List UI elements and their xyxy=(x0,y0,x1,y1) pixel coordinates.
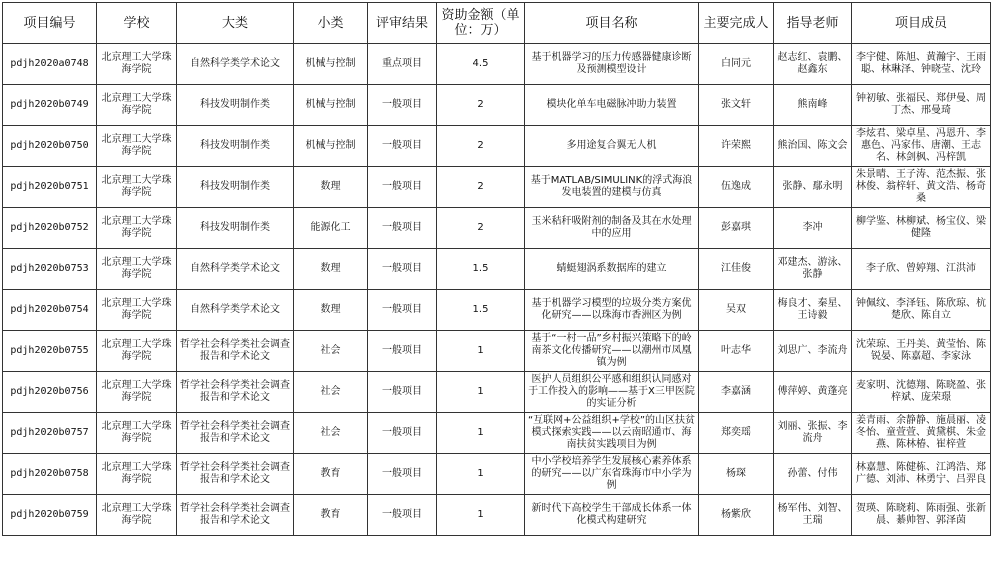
table-row xyxy=(3,167,991,208)
category: 哲学社会科学类社会调查报告和学术论文 xyxy=(177,495,294,536)
project-members: 柳学鉴、林柳斌、杨宝仪、梁健隆 xyxy=(852,208,991,249)
school: 北京理工大学珠海学院 xyxy=(97,454,177,495)
review-result: 一般项目 xyxy=(368,454,437,495)
review-result: 一般项目 xyxy=(368,413,437,454)
table-row xyxy=(3,372,991,413)
funding-amount: 1 xyxy=(437,454,525,495)
project-name: 基于机器学习的压力传感器健康诊断及预测模型设计 xyxy=(525,44,699,85)
category: 科技发明制作类 xyxy=(177,208,294,249)
header-project-name: 项目名称 xyxy=(525,3,699,44)
main-leader: 吴双 xyxy=(699,290,774,331)
main-leader: 伍逸成 xyxy=(699,167,774,208)
school: 北京理工大学珠海学院 xyxy=(97,126,177,167)
project-members: 钟佩纹、李泽钰、陈欣琼、杭楚欣、陈自立 xyxy=(852,290,991,331)
category: 科技发明制作类 xyxy=(177,167,294,208)
funding-amount: 1.5 xyxy=(437,290,525,331)
project-list xyxy=(2,2,991,536)
header-school: 学校 xyxy=(97,3,177,44)
main-leader: 郑奕瑶 xyxy=(699,413,774,454)
review-result: 一般项目 xyxy=(368,208,437,249)
advisor: 梅良才、秦星、王诗毅 xyxy=(774,290,852,331)
review-result: 一般项目 xyxy=(368,126,437,167)
funding-amount: 1 xyxy=(437,495,525,536)
funding-amount: 1 xyxy=(437,413,525,454)
advisor: 熊治国、陈文会 xyxy=(774,126,852,167)
advisor: 孙蕾、付伟 xyxy=(774,454,852,495)
school: 北京理工大学珠海学院 xyxy=(97,208,177,249)
subcategory: 机械与控制 xyxy=(294,85,368,126)
category: 哲学社会科学类社会调查报告和学术论文 xyxy=(177,454,294,495)
subcategory: 教育 xyxy=(294,454,368,495)
funding-amount: 2 xyxy=(437,126,525,167)
main-leader: 彭嘉琪 xyxy=(699,208,774,249)
advisor: 邓建杰、游泳、张静 xyxy=(774,249,852,290)
project-name: “互联网+公益组织+学校”的山区扶贫模式探索实践——以云南昭通市、海南扶贫实践项目为例 xyxy=(525,413,699,454)
funding-amount: 1 xyxy=(437,331,525,372)
review-result: 一般项目 xyxy=(368,495,437,536)
subcategory: 教育 xyxy=(294,495,368,536)
review-result: 一般项目 xyxy=(368,331,437,372)
main-leader: 李嘉涵 xyxy=(699,372,774,413)
subcategory: 社会 xyxy=(294,372,368,413)
project-name: 基于机器学习模型的垃圾分类方案优化研究——以珠海市香洲区为例 xyxy=(525,290,699,331)
advisor: 傅萍婷、黄蓬亮 xyxy=(774,372,852,413)
project-members: 李子欣、曾婷翔、江洪沛 xyxy=(852,249,991,290)
main-leader: 叶志华 xyxy=(699,331,774,372)
advisor: 刘思广、李流舟 xyxy=(774,331,852,372)
advisor: 张静、鄢永明 xyxy=(774,167,852,208)
review-result: 一般项目 xyxy=(368,167,437,208)
funding-amount: 2 xyxy=(437,167,525,208)
project-members: 姜青雨、余静静、施晨丽、凌冬怡、童萱萱、黄黛棋、朱金燕、陈林椿、崔梓萱 xyxy=(852,413,991,454)
review-result: 重点项目 xyxy=(368,44,437,85)
review-result: 一般项目 xyxy=(368,85,437,126)
table-row xyxy=(3,495,991,536)
project-members: 朱景晴、王子涛、范杰振、张林俊、翁梓轩、黄文浩、杨奇桑 xyxy=(852,167,991,208)
school: 北京理工大学珠海学院 xyxy=(97,249,177,290)
table-row xyxy=(3,249,991,290)
category: 自然科学类学术论文 xyxy=(177,290,294,331)
category: 哲学社会科学类社会调查报告和学术论文 xyxy=(177,413,294,454)
header-result: 评审结果 xyxy=(368,3,437,44)
header-code: 项目编号 xyxy=(3,3,97,44)
project-name: 基于MATLAB/SIMULINK的浮式海浪发电装置的建模与仿真 xyxy=(525,167,699,208)
project-name: 医护人员组织公平感和组织认同感对于工作投入的影响——基于X三甲医院的实证分析 xyxy=(525,372,699,413)
advisor: 熊南峰 xyxy=(774,85,852,126)
school: 北京理工大学珠海学院 xyxy=(97,413,177,454)
school: 北京理工大学珠海学院 xyxy=(97,331,177,372)
category: 科技发明制作类 xyxy=(177,85,294,126)
table-row xyxy=(3,331,991,372)
project-members: 李炫君、梁卓星、冯恩升、李惠色、冯家伟、唐潮、王志名、林剑枫、冯梓凯 xyxy=(852,126,991,167)
subcategory: 数理 xyxy=(294,249,368,290)
header-amount: 资助金额（单位：万） xyxy=(437,3,525,44)
review-result: 一般项目 xyxy=(368,290,437,331)
table-row xyxy=(3,413,991,454)
main-leader: 许荣熙 xyxy=(699,126,774,167)
header-subcategory: 小类 xyxy=(294,3,368,44)
table-row xyxy=(3,290,991,331)
table-row xyxy=(3,454,991,495)
header-row xyxy=(3,3,991,44)
school: 北京理工大学珠海学院 xyxy=(97,495,177,536)
funding-amount: 1.5 xyxy=(437,249,525,290)
school: 北京理工大学珠海学院 xyxy=(97,372,177,413)
project-code: pdjh2020b0750 xyxy=(3,126,97,167)
main-leader: 张文轩 xyxy=(699,85,774,126)
funding-amount: 2 xyxy=(437,208,525,249)
school: 北京理工大学珠海学院 xyxy=(97,167,177,208)
subcategory: 社会 xyxy=(294,413,368,454)
school: 北京理工大学珠海学院 xyxy=(97,85,177,126)
funding-amount: 2 xyxy=(437,85,525,126)
project-members: 林嘉慧、陈健栋、江鸿浩、郑广德、刘沛、林勇宁、吕羿良 xyxy=(852,454,991,495)
advisor: 李冲 xyxy=(774,208,852,249)
advisor: 赵志红、袁鹏、赵鑫东 xyxy=(774,44,852,85)
header-members: 项目成员 xyxy=(852,3,991,44)
school: 北京理工大学珠海学院 xyxy=(97,290,177,331)
main-leader: 白同元 xyxy=(699,44,774,85)
project-members: 麦家明、沈德翔、陈晓盈、张梓斌、庞荣璟 xyxy=(852,372,991,413)
project-table xyxy=(2,2,991,536)
category: 自然科学类学术论文 xyxy=(177,249,294,290)
project-name: 中小学校培养学生发展核心素养体系的研究——以广东省珠海市中小学为例 xyxy=(525,454,699,495)
project-members: 钟初敏、张福民、郑伊曼、周丁杰、邢曼琦 xyxy=(852,85,991,126)
main-leader: 杨紫欣 xyxy=(699,495,774,536)
table-row xyxy=(3,85,991,126)
subcategory: 机械与控制 xyxy=(294,126,368,167)
subcategory: 数理 xyxy=(294,167,368,208)
project-code: pdjh2020b0756 xyxy=(3,372,97,413)
header-category: 大类 xyxy=(177,3,294,44)
header-leader: 主要完成人 xyxy=(699,3,774,44)
project-name: 模块化单车电磁脉冲助力装置 xyxy=(525,85,699,126)
project-code: pdjh2020b0759 xyxy=(3,495,97,536)
project-name: 蜻蜓翅涡系数据库的建立 xyxy=(525,249,699,290)
category: 哲学社会科学类社会调查报告和学术论文 xyxy=(177,331,294,372)
subcategory: 社会 xyxy=(294,331,368,372)
category: 哲学社会科学类社会调查报告和学术论文 xyxy=(177,372,294,413)
review-result: 一般项目 xyxy=(368,249,437,290)
main-leader: 江佳俊 xyxy=(699,249,774,290)
project-members: 贺瑛、陈晓莉、陈雨强、张新晨、綦帅智、郭泽茵 xyxy=(852,495,991,536)
project-members: 李宇健、陈旭、黄瀚宇、王雨聪、林琳泽、钟晓莹、沈玲 xyxy=(852,44,991,85)
funding-amount: 4.5 xyxy=(437,44,525,85)
project-code: pdjh2020b0754 xyxy=(3,290,97,331)
project-code: pdjh2020b0757 xyxy=(3,413,97,454)
school: 北京理工大学珠海学院 xyxy=(97,44,177,85)
project-code: pdjh2020a0748 xyxy=(3,44,97,85)
category: 科技发明制作类 xyxy=(177,126,294,167)
project-name: 基于“一村一品”乡村振兴策略下的岭南茶文化传播研究——以潮州市凤凰镇为例 xyxy=(525,331,699,372)
project-name: 新时代下高校学生干部成长体系一体化模式构建研究 xyxy=(525,495,699,536)
project-code: pdjh2020b0755 xyxy=(3,331,97,372)
project-name: 多用途复合翼无人机 xyxy=(525,126,699,167)
project-code: pdjh2020b0751 xyxy=(3,167,97,208)
review-result: 一般项目 xyxy=(368,372,437,413)
subcategory: 能源化工 xyxy=(294,208,368,249)
category: 自然科学类学术论文 xyxy=(177,44,294,85)
funding-amount: 1 xyxy=(437,372,525,413)
project-members: 沈荣琼、王丹美、黄莹怡、陈锐晏、陈嘉超、李家泳 xyxy=(852,331,991,372)
table-row xyxy=(3,44,991,85)
project-code: pdjh2020b0749 xyxy=(3,85,97,126)
advisor: 刘丽、张振、李流舟 xyxy=(774,413,852,454)
header-advisor: 指导老师 xyxy=(774,3,852,44)
main-leader: 杨琛 xyxy=(699,454,774,495)
table-row xyxy=(3,126,991,167)
project-code: pdjh2020b0758 xyxy=(3,454,97,495)
project-name: 玉米秸秆吸附剂的制备及其在水处理中的应用 xyxy=(525,208,699,249)
advisor: 杨军伟、刘智、王瑞 xyxy=(774,495,852,536)
table-row xyxy=(3,208,991,249)
subcategory: 机械与控制 xyxy=(294,44,368,85)
project-code: pdjh2020b0753 xyxy=(3,249,97,290)
project-code: pdjh2020b0752 xyxy=(3,208,97,249)
subcategory: 数理 xyxy=(294,290,368,331)
